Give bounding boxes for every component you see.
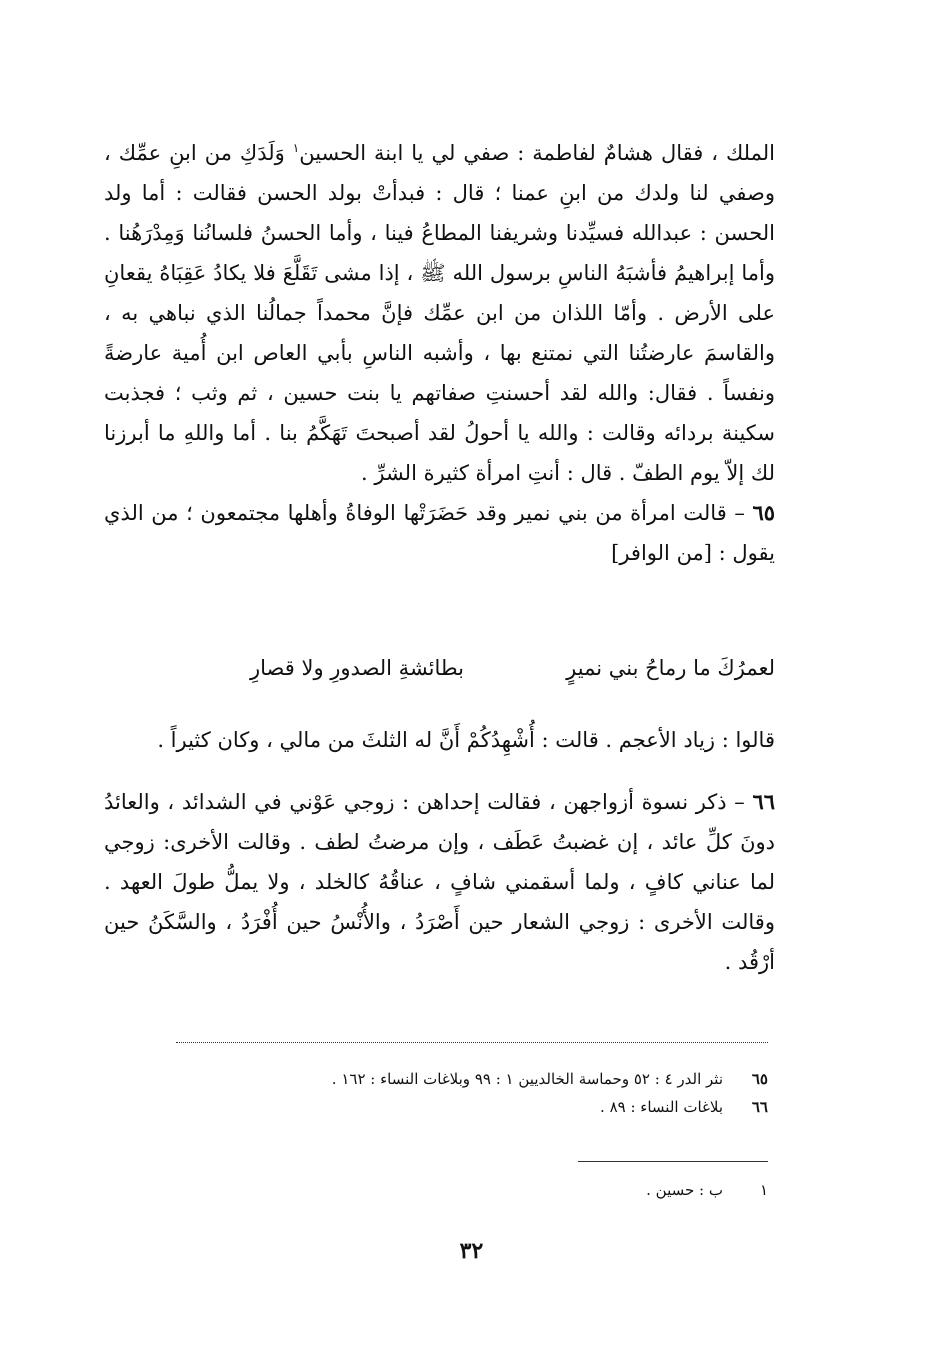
after-verse-text: قالوا : زياد الأعجم . قالت : أُشْهِدُكُمْ أَنَّ له الثلثَ من مالي ، وكان كثيراً . [157,728,775,752]
footnote-number: ١ [759,1181,768,1199]
footnote [368,1178,768,1202]
footnote-separator [578,1161,768,1162]
note-number: ٦٦ [751,1098,768,1116]
note-number: ٦٥ [751,1070,768,1088]
paragraph-text-part2: وَلَدَكِ من ابنِ عمِّك ، وصفي لنا ولدك من ابنِ عمنا ؛ قال : فبدأتْ بولد الحسن فقالت : أما ولد الحسن : عبدالله فسيِّدنا وشريفنا المطاعُ فينا ، وأما الحسنُ فلسانُنا وَمِدْرَهُنا . وأما إبراهيمُ فأشبَهُ الناسِ برسول الله ﷺ ، إذا مشى تَقَلَّعَ فلا يكادُ عَقِبَاهُ يقعانِ على الأرض . وأمّا اللذان من ابن عمِّك فإنَّ محمداً جمالُنا الذي نباهي به ، والقاسمَ عارضتُنا التي نمتنع بها ، وأشبه الناسِ بأبي العاص ابن أُمية عارضةً ونفساً . فقال: والله لقد أحسنتِ صفاتهم يا بنت حسين ، ثم وثب ؛ فجذبت سكينة بردائه وقالت : والله يا أحولُ لقد أصبحتَ تَهَكَّمُ بنا . أما واللهِ ما أبرزنا لك إلاّ يوم الطفّ . قال : أنتِ امرأة كثيرة الشرِّ . [104,141,775,485]
source-notes [168,1065,768,1121]
note-row [168,1093,768,1121]
verse-hemistich-first: لعمرُكَ ما رماحُ بني نميرٍ [566,656,775,680]
paragraph-number-66: ٦٦ [752,789,775,814]
page-number: ٣٢ [459,1238,484,1264]
note-text: نثر الدر ٤ : ٥٢ وحماسة الخالديين ١ : ٩٩ وبلاغات النساء : ١٦٢ . [331,1070,723,1088]
verse-hemistich-second: بطائشةِ الصدورِ ولا قصارِ [250,656,464,680]
paragraph-66-text: – ذكر نسوة أزواجهن ، فقالت إحداهن : زوجي عَوْني في الشدائد ، والعائدُ دونَ كلِّ عائد ، إن غضبتُ عَطَف ، وإن مرضتُ لطف . وقالت الأخرى: زوجي لما عناني كافٍ ، ولما أسقمني شافٍ ، عناقُهُ كالخلد ، ولا يملُّ طولَ العهد . وقالت الأخرى : زوجي الشعار حين أَصْرَدُ ، والأُنْسُ حين أُفْرَدُ ، والسَّكَنُ حين أرْقُد . [104,790,775,974]
paragraph-65 [104,493,775,573]
paragraph-number-65: ٦٥ [752,500,775,525]
note-row [168,1065,768,1093]
paragraph-66 [104,782,775,982]
footnote-marker: ١ [292,141,300,155]
note-text: بلاغات النساء : ٨٩ . [600,1098,723,1116]
footnote-text: ب : حسين . [646,1181,723,1199]
paragraph-continued [104,128,775,493]
main-text-block [104,128,775,573]
notes-separator [176,1042,768,1043]
paragraph-65-text: – قالت امرأة من بني نمير وقد حَضَرَتْها الوفاةُ وأهلها مجتمعون ؛ من الذي يقول : [من الوافر] [104,501,775,565]
paragraph-text-part1: الملك ، فقال هشامٌ لفاطمة : صفي لي يا ابنة الحسين [299,141,776,165]
